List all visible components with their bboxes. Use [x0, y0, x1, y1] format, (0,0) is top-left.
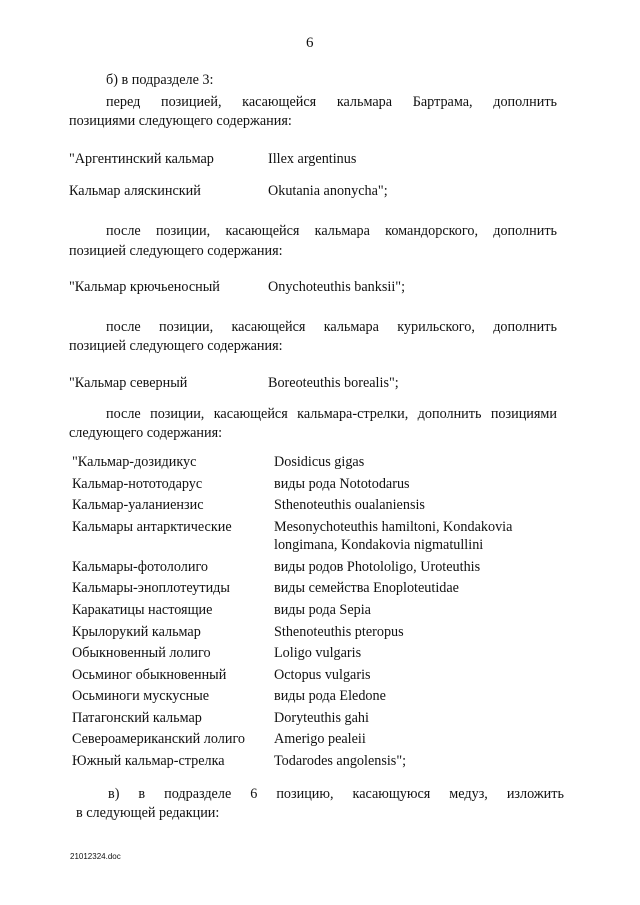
table-name: Кальмар-нототодарус	[72, 476, 203, 492]
table-latin: Loligo vulgaris	[274, 645, 362, 661]
table-latin: Doryteuthis gahi	[274, 710, 369, 726]
entry-name: Кальмар аляскинский	[69, 183, 201, 199]
word: касающейся	[213, 406, 288, 422]
table-latin: виды рода Nototodarus	[274, 476, 410, 492]
word: курильского,	[397, 319, 475, 335]
word: кальмара	[323, 319, 379, 335]
paragraph-4-line-2: следующего содержания:	[69, 425, 223, 441]
word: касающейся	[225, 223, 300, 239]
word: кальмара	[314, 223, 370, 239]
word: дополнить	[493, 94, 557, 110]
word: кальмара	[336, 94, 393, 110]
entry-name: "Кальмар крючьеносный	[69, 279, 220, 295]
paragraph-1-line-1	[106, 94, 557, 111]
table-latin: Amerigo pealeii	[274, 731, 366, 747]
table-name: Кальмары-эноплотеутиды	[72, 580, 230, 596]
table-latin: longimana, Kondakovia nigmatullini	[274, 537, 484, 553]
table-name: Кальмар-уаланиензис	[72, 497, 204, 513]
word: позиции,	[150, 406, 205, 422]
entry-name: "Кальмар северный	[69, 375, 188, 391]
table-latin: Sthenoteuthis pteropus	[274, 624, 404, 640]
entry-name: "Аргентинский кальмар	[69, 151, 214, 167]
word: в)	[108, 786, 120, 802]
word: кальмара-стрелки,	[297, 406, 409, 422]
table-latin: виды родов Photololigo, Uroteuthis	[274, 559, 481, 575]
word: после	[106, 406, 141, 422]
table-latin: Octopus vulgaris	[274, 667, 371, 683]
table-name: "Кальмар-дозидикус	[72, 454, 197, 470]
word: позицию,	[276, 786, 334, 802]
word: касающейся	[242, 94, 317, 110]
word: позиции,	[158, 319, 214, 335]
table-name: Кальмары антарктические	[72, 519, 232, 535]
table-latin: Mesonychoteuthis hamiltoni, Kondakovia	[274, 519, 513, 535]
word: в	[138, 786, 146, 802]
word: касающейся	[231, 319, 306, 335]
paragraph-4-line-1	[106, 406, 557, 423]
table-latin: Todarodes angolensis";	[274, 753, 407, 769]
word: 6	[250, 786, 258, 802]
table-latin: Sthenoteuthis oualaniensis	[274, 497, 425, 513]
table-latin: Dosidicus gigas	[274, 454, 365, 470]
entry-latin: Boreoteuthis borealis";	[268, 375, 399, 391]
word: после	[106, 223, 141, 239]
entry-latin: Illex argentinus	[268, 151, 357, 167]
word: изложить	[506, 786, 564, 802]
word: после	[106, 319, 141, 335]
table-name: Крылорукий кальмар	[72, 624, 201, 640]
paragraph-3-line-1	[106, 319, 557, 336]
word: позиции,	[155, 223, 211, 239]
word: дополнить	[417, 406, 482, 422]
word: Бартрама,	[412, 94, 473, 110]
table-name: Южный кальмар-стрелка	[72, 753, 225, 769]
table-name: Осьминог обыкновенный	[72, 667, 227, 683]
table-name: Каракатицы настоящие	[72, 602, 213, 618]
item-b-heading: б) в подразделе 3:	[106, 72, 214, 88]
paragraph-2-line-2: позицией следующего содержания:	[69, 243, 283, 259]
table-latin: виды семейства Enoploteutidae	[274, 580, 459, 596]
word: перед	[106, 94, 141, 110]
footer-filename: 21012324.doc	[70, 852, 121, 861]
table-name: Осьминоги мускусные	[72, 688, 210, 704]
word: командорского,	[385, 223, 478, 239]
paragraph-3-line-2: позицией следующего содержания:	[69, 338, 283, 354]
table-latin: виды рода Sepia	[274, 602, 371, 618]
item-c-line-1	[108, 786, 564, 803]
page-number: 6	[306, 35, 314, 51]
table-latin: виды рода Eledone	[274, 688, 386, 704]
table-name: Кальмары-фотололиго	[72, 559, 209, 575]
entry-latin: Onychoteuthis banksii";	[268, 279, 406, 295]
word: подразделе	[164, 786, 232, 802]
table-name: Североамериканский лолиго	[72, 731, 245, 747]
paragraph-2-line-1	[106, 223, 557, 240]
word: дополнить	[493, 319, 557, 335]
item-c-line-2: в следующей редакции:	[76, 805, 220, 821]
word: медуз,	[449, 786, 488, 802]
entry-latin: Okutania anonycha";	[268, 183, 388, 199]
word: касающуюся	[352, 786, 431, 802]
word: позицией,	[160, 94, 222, 110]
table-name: Патагонский кальмар	[72, 710, 202, 726]
word: дополнить	[493, 223, 557, 239]
table-name: Обыкновенный лолиго	[72, 645, 211, 661]
word: позициями	[490, 406, 557, 422]
paragraph-1-line-2: позициями следующего содержания:	[69, 113, 292, 129]
